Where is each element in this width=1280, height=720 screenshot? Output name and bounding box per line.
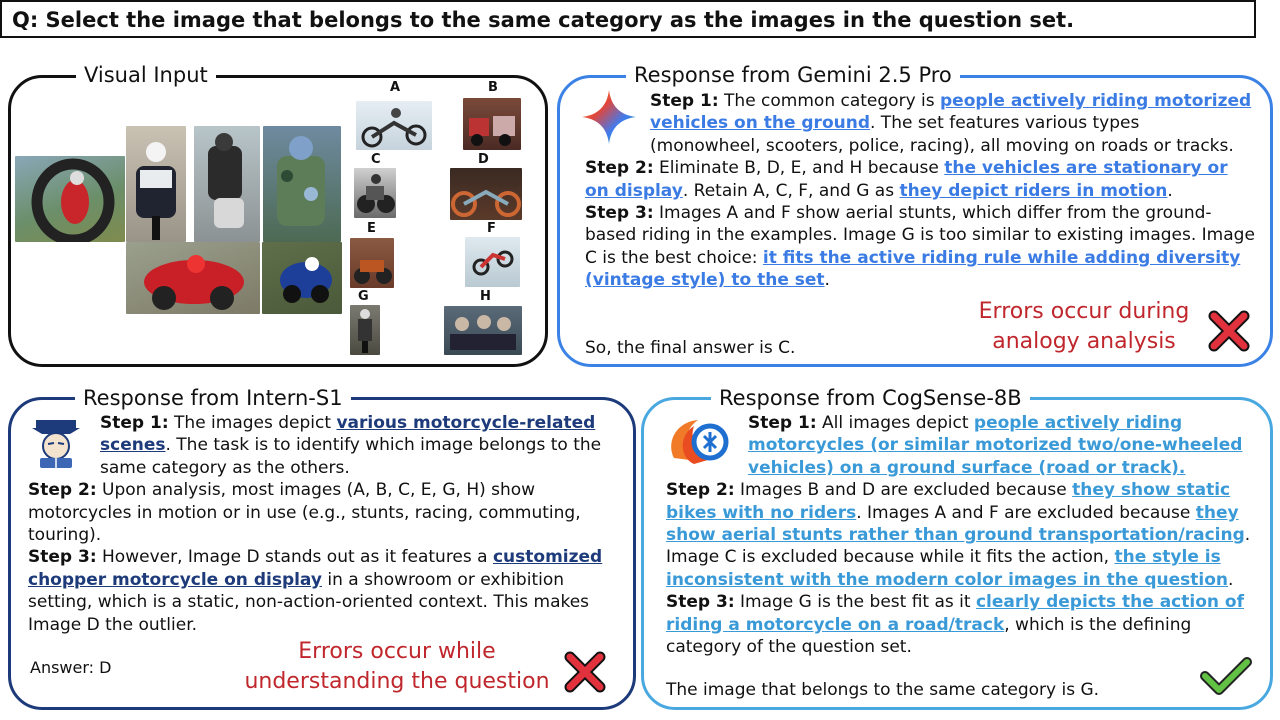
intern-response-text: [28, 412, 618, 636]
gemini-final-answer: So, the final answer is C.: [585, 338, 796, 358]
cogsense-response-text: [666, 412, 1260, 658]
option-label-h: H: [480, 289, 491, 304]
gemini-step2-post: .: [1167, 180, 1173, 201]
question-image-scooter: [194, 126, 260, 242]
option-label-a: A: [390, 80, 401, 95]
option-image-b[interactable]: [463, 98, 521, 150]
intern-step3-label: Step 3:: [28, 547, 97, 568]
gemini-step2: [585, 157, 1255, 202]
cogsense-step2-mid-2: . Image C is excluded because while it fits the action,: [666, 525, 1251, 568]
gemini-error-note: Errors occur during analogy analysis: [978, 299, 1190, 354]
option-label-f: F: [487, 221, 496, 236]
intern-step1-post: . The task is to identify which image belongs to the same category as the others.: [100, 435, 602, 478]
chopper-graphic: [450, 168, 522, 220]
gemini-step2-label: Step 2:: [585, 158, 654, 179]
blue-racer-graphic: [262, 242, 342, 314]
cogsense-step2-label: Step 2:: [666, 480, 735, 501]
cogsense-final-answer: The image that belongs to the same category is G.: [666, 680, 1100, 700]
intern-step3: [28, 546, 618, 636]
gemini-step2-highlight-1: the vehicles are stationary or on display: [585, 158, 1228, 201]
intern-step1-label: Step 1:: [100, 413, 169, 433]
option-label-c: C: [371, 152, 381, 167]
cogsense-step3-post: , which is the defining category of the question set.: [666, 614, 1192, 658]
monowheel-graphic: [15, 156, 125, 242]
intern-step2: [28, 479, 618, 546]
red-racer-graphic: [126, 242, 260, 314]
police-motorcycle-graphic: [126, 126, 186, 242]
option-image-a[interactable]: [356, 101, 432, 150]
option-image-c[interactable]: [354, 168, 396, 218]
intern-step2-text: Upon analysis, most images (A, B, C, E, G, H) show motorcycles in motion or in use (e.g., stunts, racing, commuting, touring).: [28, 480, 581, 546]
camo-rider-graphic: [263, 126, 341, 242]
gemini-step3: [585, 202, 1255, 292]
cogsense-step2-post: .: [1228, 569, 1234, 590]
cogsense-step2-highlight-3: the style is inconsistent with the modern color images in the question: [666, 547, 1229, 590]
cross-icon: [1208, 310, 1250, 352]
option-image-d[interactable]: [450, 168, 522, 220]
parked-motorcycle-graphic: [350, 238, 394, 288]
cogsense-step3-highlight: clearly depicts the action of riding a motorcycle on a road/track: [666, 592, 1244, 635]
cogsense-step2: [666, 479, 1260, 591]
gemini-step2-highlight-2: they depict riders in motion: [899, 180, 1168, 201]
cogsense-step1-label: Step 1:: [748, 413, 817, 433]
aerial-jump-graphic: [465, 237, 520, 287]
gemini-step3-pre: Images A and F show aerial stunts, which differ from the ground-based riding in the examples. Image G is too similar to existing images. Image C is the best choice:: [585, 203, 1255, 268]
cogsense-step2-highlight-1: they show static bikes with no riders: [666, 480, 1231, 523]
gemini-step1: [585, 90, 1255, 157]
cogsense-step2-pre: Images B and D are excluded because: [734, 480, 1073, 501]
intern-step3-post: in a showroom or exhibition setting, which is a static, non-action-oriented context. This makes Image D the outlier.: [28, 569, 590, 635]
gemini-step2-mid: . Retain A, C, F, and G as: [682, 180, 900, 201]
gemini-title: Response from Gemini 2.5 Pro: [626, 62, 960, 88]
gemini-response-text: [585, 90, 1255, 292]
intern-step3-pre: However, Image D stands out as it features a: [96, 547, 493, 568]
option-label-d: D: [478, 152, 489, 167]
question-bar: Q: Select the image that belongs to the same category as the images in the question set.: [0, 0, 1256, 38]
check-icon: [1200, 656, 1252, 696]
gemini-step3-post: .: [824, 270, 830, 291]
intern-step1: [28, 412, 618, 479]
intern-step1-highlight: various motorcycle-related scenes: [100, 413, 596, 456]
cogsense-step1-highlight: people actively riding motorcycles (or similar motorized two/one-wheeled vehicles) on a ground surface (road or track).: [748, 413, 1243, 478]
option-image-e[interactable]: [350, 238, 394, 288]
intern-step1-pre: The images depict: [168, 413, 337, 433]
gemini-step3-highlight: it fits the active riding rule while adding diversity (vintage style) to the set: [585, 247, 1241, 291]
cogsense-step1-pre: All images depict: [816, 413, 974, 433]
visual-input-title: Visual Input: [76, 62, 216, 88]
option-label-b: B: [488, 80, 498, 95]
cogsense-step2-mid-1: . Images A and F are excluded because: [856, 502, 1196, 523]
road-rider-graphic: [350, 305, 380, 355]
cogsense-step2-highlight-2: they show aerial stunts rather than ground transportation/racing: [666, 502, 1245, 546]
intern-title: Response from Intern-S1: [75, 385, 351, 411]
gemini-step1-highlight: people actively riding motorized vehicles on the ground: [650, 91, 1252, 134]
option-label-g: G: [358, 289, 369, 304]
cogsense-title: Response from CogSense-8B: [711, 385, 1030, 411]
gemini-step1-post: . The set features various types (monowheel, scooters, police, racing), all moving on roads or tracks.: [650, 113, 1234, 156]
touring-group-graphic: [444, 306, 522, 355]
question-image-camo-rider: [263, 126, 341, 242]
gemini-step1-label: Step 1:: [650, 91, 719, 111]
option-image-f[interactable]: [465, 237, 520, 287]
intern-final-answer: Answer: D: [30, 658, 112, 677]
static-bikes-graphic: [463, 98, 521, 150]
scooter-graphic: [194, 126, 260, 242]
cogsense-step3: [666, 591, 1260, 658]
cogsense-step3-label: Step 3:: [666, 592, 735, 613]
intern-step2-label: Step 2:: [28, 480, 97, 501]
vintage-rider-graphic: [354, 168, 396, 218]
cogsense-step1: [666, 412, 1260, 479]
question-image-red-racer: [126, 242, 260, 314]
gemini-step2-pre: Eliminate B, D, E, and H because: [653, 158, 945, 179]
intern-step3-highlight: customized chopper motorcycle on display: [28, 547, 603, 590]
aerial-stunt-graphic: [356, 101, 432, 150]
question-image-monowheel: [15, 156, 125, 242]
question-image-blue-racer: [262, 242, 342, 314]
option-label-e: E: [367, 221, 376, 236]
gemini-step3-label: Step 3:: [585, 203, 654, 224]
option-image-h[interactable]: [444, 306, 522, 355]
option-image-g[interactable]: [350, 305, 380, 355]
cogsense-step3-pre: Image G is the best fit as it: [734, 592, 976, 613]
cross-icon: [564, 651, 606, 693]
gemini-step1-pre: The common category is: [718, 91, 941, 111]
intern-error-note: Errors occur while understanding the question: [244, 639, 550, 694]
question-image-police: [126, 126, 186, 242]
